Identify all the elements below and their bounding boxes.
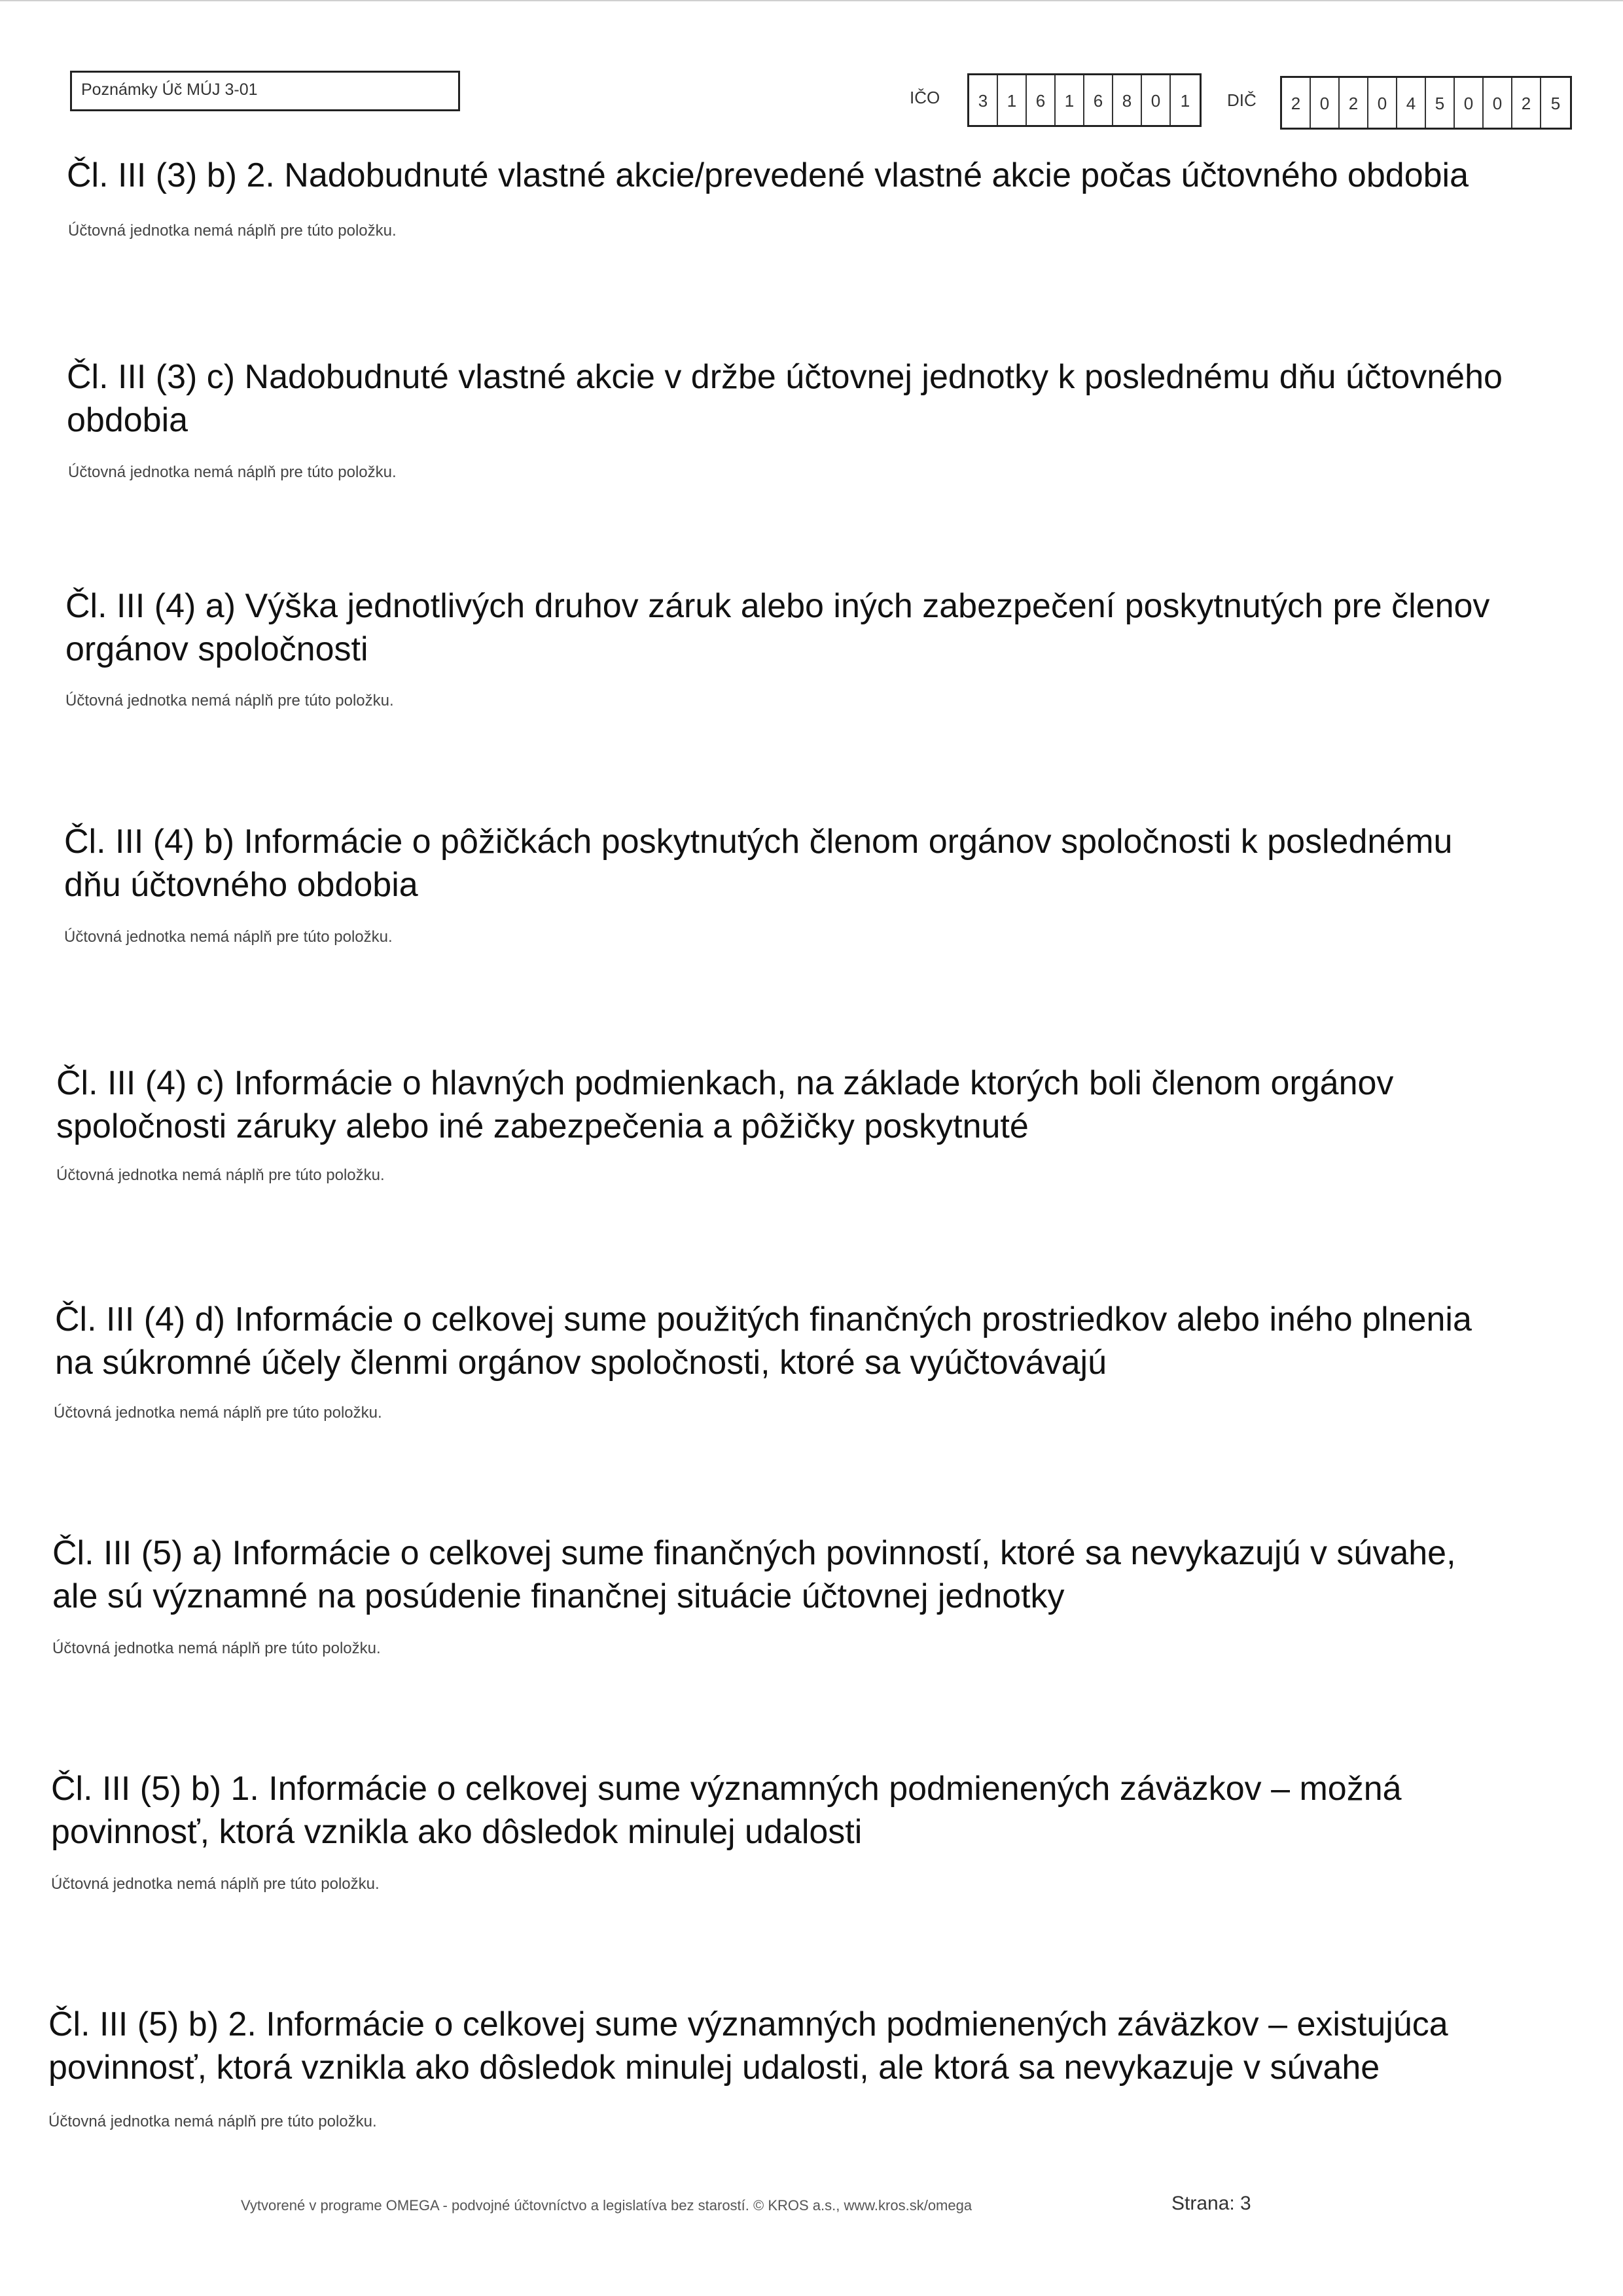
digit-cell: 5: [1550, 94, 1561, 113]
digit-cell: 6: [1027, 75, 1056, 125]
section-heading: [64, 820, 1452, 906]
digit-cell: 1: [998, 75, 1027, 125]
dic-digit-boxes: [1280, 76, 1572, 130]
digit-cell: 8: [1113, 75, 1142, 125]
dic-label: DIČ: [1227, 90, 1257, 110]
heading-line-2: povinnosť, ktorá vznikla ako dôsledok minulej udalosti: [51, 1813, 863, 1851]
digit-cell: 1: [1180, 91, 1190, 111]
heading-line-2: spoločnosti záruky alebo iné zabezpečenia a pôžičky poskytnuté: [56, 1107, 1029, 1145]
page-top-edge: [0, 0, 1623, 1]
digit-cell: 0: [1368, 78, 1397, 128]
digit-cell: 1: [1056, 75, 1084, 125]
section-heading: [51, 1767, 1402, 1854]
section-heading: [65, 584, 1489, 671]
heading-line-1: Čl. III (4) d) Informácie o celkovej sume použitých finančných prostriedkov alebo iného plnenia: [55, 1300, 1472, 1338]
digit-cell: 0: [1484, 78, 1512, 128]
heading-line-1: Čl. III (4) c) Informácie o hlavných podmienkach, na základe ktorých boli členom orgánov: [56, 1064, 1394, 1102]
section-heading: [52, 1532, 1456, 1618]
heading-line-1: Čl. III (5) b) 1. Informácie o celkovej sume významných podmienených záväzkov – možná: [51, 1770, 1402, 1808]
digit-cell: 3: [969, 75, 998, 125]
section-note: Účtovná jednotka nemá náplň pre túto položku.: [68, 222, 397, 240]
page-number: Strana: 3: [1171, 2193, 1251, 2214]
section-note: Účtovná jednotka nemá náplň pre túto položku.: [56, 1166, 385, 1184]
section-note: Účtovná jednotka nemá náplň pre túto položku.: [48, 2113, 377, 2130]
heading-line-2: na súkromné účely členmi orgánov spoločnosti, ktoré sa vyúčtovávajú: [55, 1344, 1107, 1382]
digit-cell: 0: [1142, 75, 1171, 125]
heading-line-1: Čl. III (3) c) Nadobudnuté vlastné akcie v držbe účtovnej jednotky k poslednému dňu účtovného: [67, 358, 1503, 396]
section-heading: [67, 154, 1469, 197]
digit-cell: 0: [1311, 78, 1340, 128]
heading-line-1: Čl. III (3) b) 2. Nadobudnuté vlastné akcie/prevedené vlastné akcie počas účtovného obdobia: [67, 156, 1469, 194]
section-heading: [56, 1062, 1393, 1148]
form-label: Poznámky Úč MÚJ 3-01: [81, 81, 258, 99]
heading-line-1: Čl. III (4) b) Informácie o pôžičkách poskytnutých členom orgánov spoločnosti k poslednému: [64, 823, 1453, 861]
section-note: Účtovná jednotka nemá náplň pre túto položku.: [52, 1640, 381, 1657]
form-label-box: [70, 71, 460, 111]
digit-cell: 5: [1426, 78, 1455, 128]
ico-digit-boxes: [967, 73, 1202, 127]
footer-text: Vytvorené v programe OMEGA - podvojné účtovníctvo a legislatíva bez starostí. © KROS a.s., www.kros.sk/omega: [241, 2197, 972, 2214]
heading-line-2: obdobia: [67, 401, 188, 439]
digit-cell: 2: [1282, 78, 1311, 128]
digit-cell: 6: [1084, 75, 1113, 125]
heading-line-1: Čl. III (5) b) 2. Informácie o celkovej sume významných podmienených záväzkov – existujúca: [48, 2005, 1448, 2043]
section-note: Účtovná jednotka nemá náplň pre túto položku.: [68, 463, 397, 481]
section-note: Účtovná jednotka nemá náplň pre túto položku.: [65, 692, 394, 709]
heading-line-1: Čl. III (5) a) Informácie o celkovej sume finančných povinností, ktoré sa nevykazujú v súvahe,: [52, 1534, 1456, 1572]
ico-label: IČO: [910, 88, 940, 107]
section-note: Účtovná jednotka nemá náplň pre túto položku.: [51, 1875, 380, 1893]
section-heading: [67, 355, 1503, 442]
section-heading: [55, 1298, 1472, 1384]
digit-cell: 0: [1455, 78, 1484, 128]
heading-line-2: ale sú významné na posúdenie finančnej situácie účtovnej jednotky: [52, 1577, 1065, 1615]
heading-line-2: orgánov spoločnosti: [65, 630, 368, 668]
section-note: Účtovná jednotka nemá náplň pre túto položku.: [54, 1404, 382, 1422]
heading-line-2: povinnosť, ktorá vznikla ako dôsledok minulej udalosti, ale ktorá sa nevykazuje v súvahe: [48, 2049, 1380, 2087]
digit-cell: 2: [1512, 78, 1541, 128]
digit-cell: 4: [1397, 78, 1426, 128]
heading-line-1: Čl. III (4) a) Výška jednotlivých druhov záruk alebo iných zabezpečení poskytnutých pre členov: [65, 587, 1490, 625]
heading-line-2: dňu účtovného obdobia: [64, 866, 418, 904]
section-heading: [48, 2003, 1448, 2089]
digit-cell: 2: [1340, 78, 1368, 128]
section-note: Účtovná jednotka nemá náplň pre túto položku.: [64, 928, 393, 946]
